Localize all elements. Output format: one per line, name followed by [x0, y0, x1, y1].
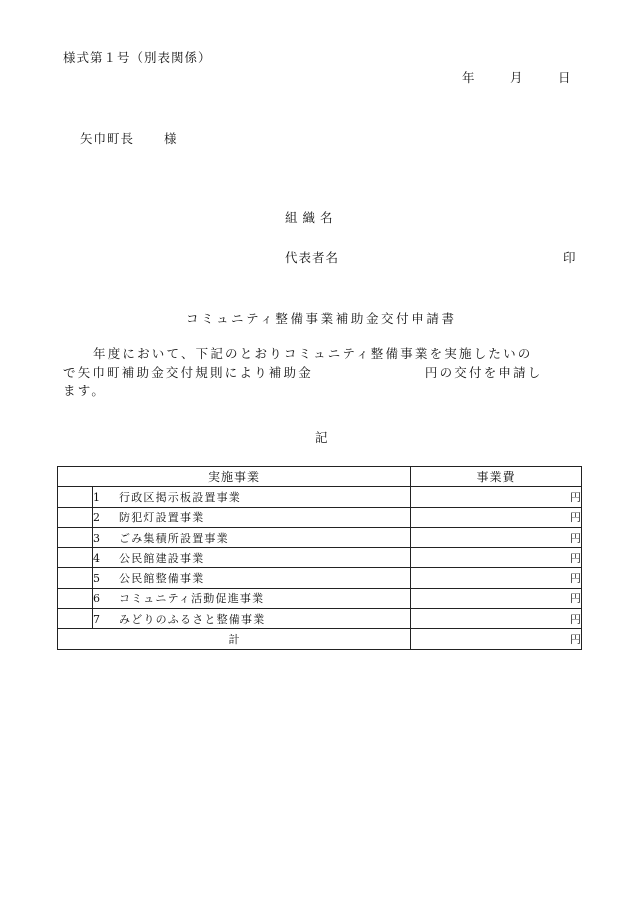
- row-blank-cell: [58, 487, 93, 507]
- seal-mark: 印: [563, 250, 576, 265]
- date-month: 月: [510, 70, 523, 85]
- project-cost: 円: [411, 588, 582, 608]
- project-item: [93, 568, 411, 588]
- project-cost: 円: [411, 487, 582, 507]
- project-cost: 円: [411, 609, 582, 629]
- addressee-honorific: 様: [164, 131, 178, 146]
- body-line-3: ます。: [63, 383, 107, 398]
- ki-heading: 記: [315, 430, 328, 445]
- document-title: コミュニティ整備事業補助金交付申請書: [186, 311, 457, 326]
- form-number: 様式第１号（別表関係）: [63, 50, 212, 65]
- application-body: [63, 345, 583, 401]
- project-item: [93, 609, 411, 629]
- date-line: [462, 68, 571, 86]
- project-table: [57, 466, 582, 650]
- project-cost: 円: [411, 527, 582, 547]
- project-item: [93, 527, 411, 547]
- project-name: コミュニティ活動促進事業: [119, 592, 265, 606]
- table-row: [58, 487, 582, 507]
- project-cost: 円: [411, 568, 582, 588]
- project-number: 3: [93, 531, 102, 545]
- project-number: 1: [93, 490, 102, 504]
- total-row: [58, 629, 582, 649]
- project-name: 公民館整備事業: [119, 572, 205, 586]
- project-number: 5: [93, 572, 102, 586]
- total-label: 計: [58, 629, 411, 649]
- table-row: [58, 588, 582, 608]
- header-cost: 事業費: [411, 467, 582, 487]
- header-project: 実施事業: [58, 467, 411, 487]
- body-line-1: 年度において、下記のとおりコミュニティ整備事業を実施したいの: [93, 346, 533, 361]
- project-number: 6: [93, 592, 102, 606]
- project-name: みどりのふるさと整備事業: [119, 612, 266, 626]
- body-line-2: で矢巾町補助金交付規則により補助金 円の交付を申請し: [63, 364, 543, 380]
- date-day: 日: [558, 70, 571, 85]
- project-name: ごみ集積所設置事業: [119, 531, 229, 545]
- date-year: 年: [462, 70, 475, 85]
- row-blank-cell: [58, 568, 93, 588]
- row-blank-cell: [58, 548, 93, 568]
- project-item: [93, 548, 411, 568]
- table-row: [58, 568, 582, 588]
- project-cost: 円: [411, 507, 582, 527]
- table-row: [58, 609, 582, 629]
- table-header-row: [58, 467, 582, 487]
- project-name: 防犯灯設置事業: [119, 511, 205, 525]
- organization-name-label: 組織名: [285, 210, 338, 225]
- project-name: 公民館建設事業: [119, 551, 205, 565]
- row-blank-cell: [58, 507, 93, 527]
- row-blank-cell: [58, 609, 93, 629]
- table-row: [58, 548, 582, 568]
- project-number: 7: [93, 612, 102, 626]
- addressee: [80, 129, 178, 147]
- row-blank-cell: [58, 527, 93, 547]
- table-row: [58, 527, 582, 547]
- project-item: [93, 507, 411, 527]
- table-row: [58, 507, 582, 527]
- project-number: 2: [93, 511, 102, 525]
- project-cost: 円: [411, 548, 582, 568]
- project-item: [93, 487, 411, 507]
- representative-name-label: 代表者名: [285, 250, 340, 265]
- project-number: 4: [93, 551, 102, 565]
- addressee-name: 矢巾町長: [80, 131, 135, 146]
- total-cost: 円: [411, 629, 582, 649]
- project-name: 行政区掲示板設置事業: [119, 490, 241, 504]
- row-blank-cell: [58, 588, 93, 608]
- project-item: [93, 588, 411, 608]
